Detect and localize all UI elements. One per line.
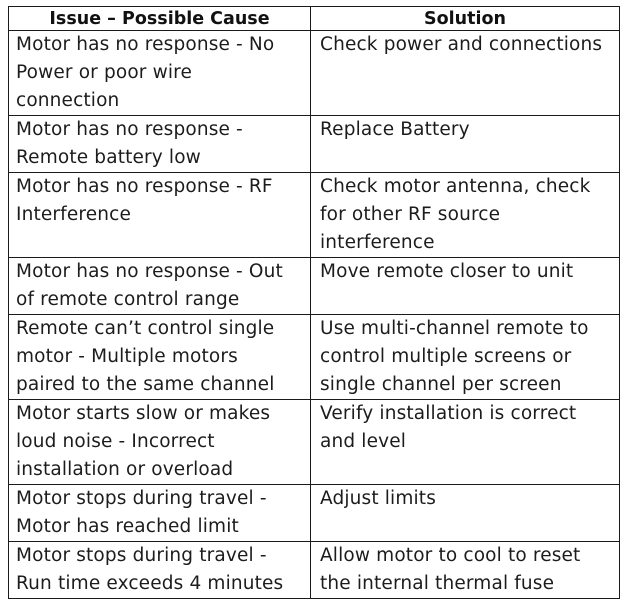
solution-cell	[311, 173, 620, 258]
table-row	[9, 542, 620, 599]
solution-cell	[311, 258, 620, 315]
cause-cell	[9, 116, 311, 173]
cause-text-line: Motor has no response -	[16, 119, 243, 140]
cause-text-line: Motor has reached limit	[16, 516, 239, 537]
table-row	[9, 258, 620, 315]
cause-text-line: Motor stops during travel -	[16, 488, 267, 509]
solution-text-line: Verify installation is correct	[320, 403, 577, 424]
cause-text-line: of remote control range	[16, 289, 240, 310]
solution-text-line: Check power and connections	[320, 34, 603, 55]
cause-text-line: Motor has no response - No	[16, 34, 275, 55]
solution-cell	[311, 485, 620, 542]
solution-text-line: Check motor antenna, check	[320, 176, 591, 197]
cause-text-line: Remote can’t control single	[16, 318, 275, 339]
cause-text-line: installation or overload	[16, 459, 234, 480]
solution-cell	[311, 542, 620, 599]
cause-text-line: motor - Multiple motors	[16, 346, 238, 367]
cause-text-line: Motor has no response - Out	[16, 261, 283, 282]
solution-cell	[311, 400, 620, 485]
cause-text-line: Interference	[16, 204, 131, 225]
cause-text-line: Run time exceeds 4 minutes	[16, 573, 284, 594]
solution-text-line: single channel per screen	[320, 374, 562, 395]
table-row	[9, 31, 620, 116]
solution-text-line: Move remote closer to unit	[320, 261, 574, 282]
cause-text-line: Motor starts slow or makes	[16, 403, 271, 424]
table-row	[9, 173, 620, 258]
cause-text-line: paired to the same channel	[16, 374, 275, 395]
table-row	[9, 485, 620, 542]
troubleshooting-table	[8, 6, 620, 599]
cause-text-line: Remote battery low	[16, 147, 201, 168]
cause-text-line: Motor stops during travel -	[16, 545, 267, 566]
solution-text-line: interference	[320, 232, 435, 253]
solution-text-line: and level	[320, 431, 407, 452]
cause-cell	[9, 173, 311, 258]
solution-text-line: control multiple screens or	[320, 346, 572, 367]
solution-text-line: Allow motor to cool to reset	[320, 545, 581, 566]
cause-cell	[9, 315, 311, 400]
solution-cell	[311, 116, 620, 173]
table-row	[9, 400, 620, 485]
cause-text-line: connection	[16, 90, 120, 111]
cause-text-line: Power or poor wire	[16, 62, 193, 83]
header-solution: Solution	[311, 7, 620, 31]
cause-text-line: Motor has no response - RF	[16, 176, 273, 197]
solution-cell	[311, 315, 620, 400]
cause-cell	[9, 485, 311, 542]
solution-text-line: Use multi-channel remote to	[320, 318, 589, 339]
header-issue-possible-cause: Issue – Possible Cause	[9, 7, 311, 31]
table-body	[9, 31, 620, 599]
solution-text-line: for other RF source	[320, 204, 501, 225]
cause-cell	[9, 31, 311, 116]
solution-text-line: Adjust limits	[320, 488, 436, 509]
table-row	[9, 315, 620, 400]
cause-cell	[9, 258, 311, 315]
solution-text-line: Replace Battery	[320, 119, 470, 140]
table-header-row	[9, 7, 620, 31]
cause-cell	[9, 400, 311, 485]
solution-cell	[311, 31, 620, 116]
cause-text-line: loud noise - Incorrect	[16, 431, 215, 452]
cause-cell	[9, 542, 311, 599]
table-row	[9, 116, 620, 173]
solution-text-line: the internal thermal fuse	[320, 573, 555, 594]
